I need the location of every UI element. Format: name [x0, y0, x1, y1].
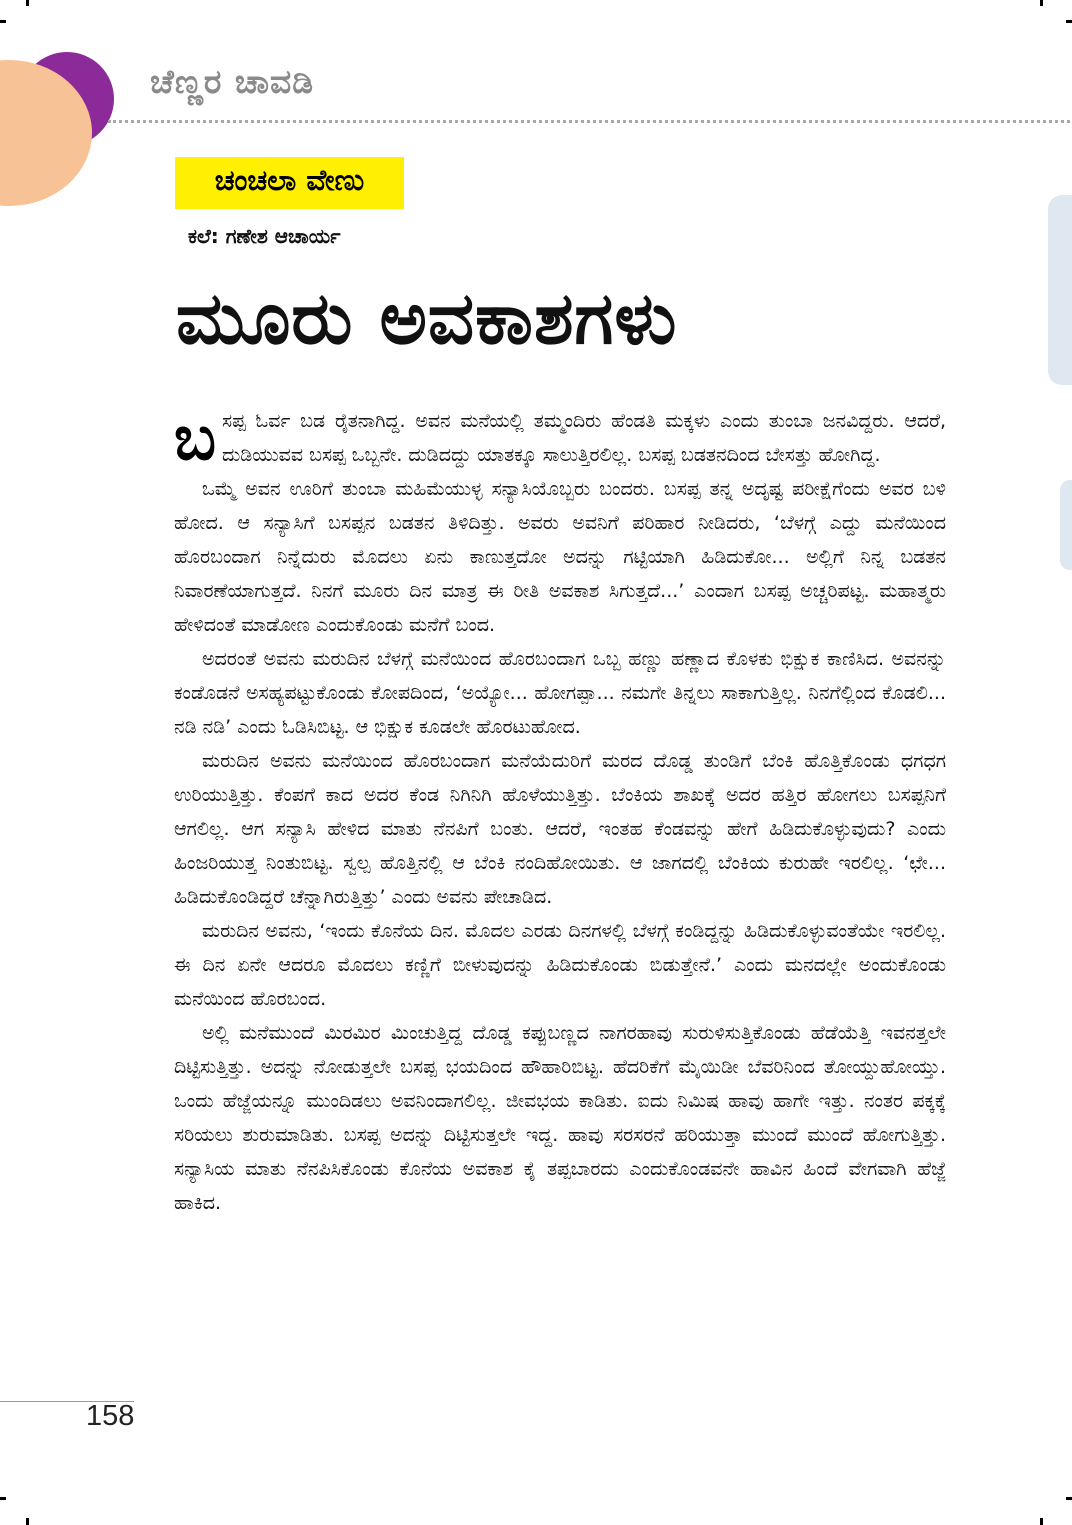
crop-mark-bottom-left: [26, 1518, 29, 1525]
crop-mark-top-right: [1040, 0, 1043, 6]
crop-mark-left-lower: [0, 1497, 6, 1500]
page-number: 158: [86, 1400, 135, 1432]
section-title: ಚೆಣ್ಣರ ಚಾವಡಿ: [150, 62, 315, 101]
story-title: ಮೂರು ಅವಕಾಶಗಳು: [176, 276, 678, 360]
crop-mark-bottom-right: [1040, 1518, 1043, 1525]
story-paragraph-1-text: ಸಪ್ಪ ಓರ್ವ ಬಡ ರೈತನಾಗಿದ್ದ. ಅವನ ಮನೆಯಲ್ಲಿ ತಮ್ಮಂದಿರು ಹೆಂಡತಿ ಮಕ್ಕಳು ಎಂದು ತುಂಬಾ ಜನವಿದ್ದರು. ಆದರೆ, ದುಡಿಯುವವ ಬಸಪ್ಪ ಒಬ್ಬನೇ. ದುಡಿದದ್ದು ಯಾತಕ್ಕೂ ಸಾಲುತ್ತಿರಲಿಲ್ಲ. ಬಸಪ್ಪ ಬಡತನದಿಂದ ಬೇಸತ್ತು ಹೋಗಿದ್ದ.: [221, 410, 946, 466]
header-dotted-divider: [108, 120, 1070, 123]
story-paragraph-5: ಮರುದಿನ ಅವನು, ‘ಇಂದು ಕೊನೆಯ ದಿನ. ಮೊದಲ ಎರಡು ದಿನಗಳಲ್ಲಿ ಬೆಳಗ್ಗೆ ಕಂಡಿದ್ದನ್ನು ಹಿಡಿದುಕೊಳ್ಳುವಂತೆಯೇ ಇರಲಿಲ್ಲ. ಈ ದಿನ ಏನೇ ಆದರೂ ಮೊದಲು ಕಣ್ಣಿಗೆ ಬೀಳುವುದನ್ನು ಹಿಡಿದುಕೊಂಡು ಬಿಡುತ್ತೇನೆ.’ ಎಂದು ಮನದಲ್ಲೇ ಅಂದುಕೊಂಡು ಮನೆಯಿಂದ ಹೊರಬಂದ.: [174, 920, 946, 1010]
story-paragraph-6: ಅಲ್ಲಿ ಮನೆಮುಂದೆ ಮಿರಮಿರ ಮಿಂಚುತ್ತಿದ್ದ ದೊಡ್ಡ ಕಪ್ಪುಬಣ್ಣದ ನಾಗರಹಾವು ಸುರುಳಿಸುತ್ತಿಕೊಂಡು ಹೆಡೆಯೆತ್ತಿ ಇವನತ್ತಲೇ ದಿಟ್ಟಿಸುತ್ತಿತ್ತು. ಅದನ್ನು ನೋಡುತ್ತಲೇ ಬಸಪ್ಪ ಭಯದಿಂದ ಹೌಹಾರಿಬಿಟ್ಟ. ಹೆದರಿಕೆಗೆ ಮೈಯಿಡೀ ಬೆವರಿನಿಂದ ತೋಯ್ದುಹೋಯ್ತು. ಒಂದು ಹೆಜ್ಜೆಯನ್ನೂ ಮುಂದಿಡಲು ಅವನಿಂದಾಗಲಿಲ್ಲ. ಜೀವಭಯ ಕಾಡಿತು. ಐದು ನಿಮಿಷ ಹಾವು ಹಾಗೇ ಇತ್ತು. ನಂತರ ಪಕ್ಕಕ್ಕೆ ಸರಿಯಲು ಶುರುಮಾಡಿತು. ಬಸಪ್ಪ ಅದನ್ನು ದಿಟ್ಟಿಸುತ್ತಲೇ ಇದ್ದ. ಹಾವು ಸರಸರನೆ ಹರಿಯುತ್ತಾ ಮುಂದೆ ಮುಂದೆ ಹೋಗುತ್ತಿತ್ತು. ಸನ್ಯಾಸಿಯ ಮಾತು ನೆನಪಿಸಿಕೊಂಡು ಕೊನೆಯ ಅವಕಾಶ ಕೈ ತಪ್ಪಬಾರದು ಎಂದುಕೊಂಡವನೇ ಹಾವಿನ ಹಿಂದೆ ವೇಗವಾಗಿ ಹೆಜ್ಜೆ ಹಾಕಿದ.: [174, 1022, 946, 1214]
art-credit: ಕಲೆ: ಗಣೇಶ ಆಚಾರ್ಯ: [188, 224, 341, 248]
series-label: ಚಂಚಲಾ ವೇಣು: [175, 157, 404, 209]
drop-cap: ಬ: [174, 404, 216, 474]
story-paragraph-2: ಒಮ್ಮೆ ಅವನ ಊರಿಗೆ ತುಂಬಾ ಮಹಿಮೆಯುಳ್ಳ ಸನ್ಯಾಸಿಯೊಬ್ಬರು ಬಂದರು. ಬಸಪ್ಪ ತನ್ನ ಅದೃಷ್ಟ ಪರೀಕ್ಷೆಗೆಂದು ಅವರ ಬಳಿ ಹೋದ. ಆ ಸನ್ಯಾಸಿಗೆ ಬಸಪ್ಪನ ಬಡತನ ತಿಳಿದಿತ್ತು. ಅವರು ಅವನಿಗೆ ಪರಿಹಾರ ನೀಡಿದರು, ‘ಬೆಳಗ್ಗೆ ಎದ್ದು ಮನೆಯಿಂದ ಹೊರಬಂದಾಗ ನಿನ್ನೆದುರು ಮೊದಲು ಏನು ಕಾಣುತ್ತದೋ ಅದನ್ನು ಗಟ್ಟಿಯಾಗಿ ಹಿಡಿದುಕೋ... ಅಲ್ಲಿಗೆ ನಿನ್ನ ಬಡತನ ನಿವಾರಣೆಯಾಗುತ್ತದೆ. ನಿನಗೆ ಮೂರು ದಿನ ಮಾತ್ರ ಈ ರೀತಿ ಅವಕಾಶ ಸಿಗುತ್ತದೆ...’ ಎಂದಾಗ ಬಸಪ್ಪ ಅಚ್ಚರಿಪಟ್ಟ. ಮಹಾತ್ಮರು ಹೇಳಿದಂತೆ ಮಾಡೋಣ ಎಂದುಕೊಂಡು ಮನೆಗೆ ಬಂದ.: [174, 478, 946, 636]
page-edge-decoration: [1048, 195, 1072, 385]
crop-mark-left-upper: [0, 20, 6, 23]
story-paragraph-4: ಮರುದಿನ ಅವನು ಮನೆಯಿಂದ ಹೊರಬಂದಾಗ ಮನೆಯೆದುರಿಗೆ ಮರದ ದೊಡ್ಡ ತುಂಡಿಗೆ ಬೆಂಕಿ ಹೊತ್ತಿಕೊಂಡು ಧಗಧಗ ಉರಿಯುತ್ತಿತ್ತು. ಕೆಂಪಗೆ ಕಾದ ಅದರ ಕೆಂಡ ನಿಗಿನಿಗಿ ಹೊಳೆಯುತ್ತಿತ್ತು. ಬೆಂಕಿಯ ಶಾಖಕ್ಕೆ ಅದರ ಹತ್ತಿರ ಹೋಗಲು ಬಸಪ್ಪನಿಗೆ ಆಗಲಿಲ್ಲ. ಆಗ ಸನ್ಯಾಸಿ ಹೇಳಿದ ಮಾತು ನೆನಪಿಗೆ ಬಂತು. ಆದರೆ, ಇಂತಹ ಕೆಂಡವನ್ನು ಹೇಗೆ ಹಿಡಿದುಕೊಳ್ಳುವುದು? ಎಂದು ಹಿಂಜರಿಯುತ್ತ ನಿಂತುಬಿಟ್ಟ. ಸ್ವಲ್ಪ ಹೊತ್ತಿನಲ್ಲಿ ಆ ಬೆಂಕಿ ನಂದಿಹೋಯಿತು. ಆ ಜಾಗದಲ್ಲಿ ಬೆಂಕಿಯ ಕುರುಹೇ ಇರಲಿಲ್ಲ. ‘ಛೇ... ಹಿಡಿದುಕೊಂಡಿದ್ದರೆ ಚೆನ್ನಾಗಿರುತ್ತಿತ್ತು’ ಎಂದು ಅವನು ಪೇಚಾಡಿದ.: [174, 750, 946, 908]
page-edge-decoration-lower: [1060, 480, 1072, 570]
story-paragraph-1: [174, 404, 946, 472]
crop-mark-top-left: [26, 0, 29, 6]
story-body: [174, 404, 946, 1394]
crop-mark-right-upper: [1066, 20, 1072, 23]
story-paragraph-3: ಅದರಂತೆ ಅವನು ಮರುದಿನ ಬೆಳಗ್ಗೆ ಮನೆಯಿಂದ ಹೊರಬಂದಾಗ ಒಬ್ಬ ಹಣ್ಣು ಹಣ್ಣಾದ ಕೊಳಕು ಭಿಕ್ಷುಕ ಕಾಣಿಸಿದ. ಅವನನ್ನು ಕಂಡೊಡನೆ ಅಸಹ್ಯಪಟ್ಟುಕೊಂಡು ಕೋಪದಿಂದ, ‘ಅಯ್ಯೋ... ಹೋಗಪ್ಪಾ... ನಮಗೇ ತಿನ್ನಲು ಸಾಕಾಗುತ್ತಿಲ್ಲ. ನಿನಗೆಲ್ಲಿಂದ ಕೊಡಲಿ... ನಡಿ ನಡಿ’ ಎಂದು ಓಡಿಸಿಬಿಟ್ಟ. ಆ ಭಿಕ್ಷುಕ ಕೂಡಲೇ ಹೊರಟುಹೋದ.: [174, 648, 946, 738]
crop-mark-right-lower: [1066, 1497, 1072, 1500]
